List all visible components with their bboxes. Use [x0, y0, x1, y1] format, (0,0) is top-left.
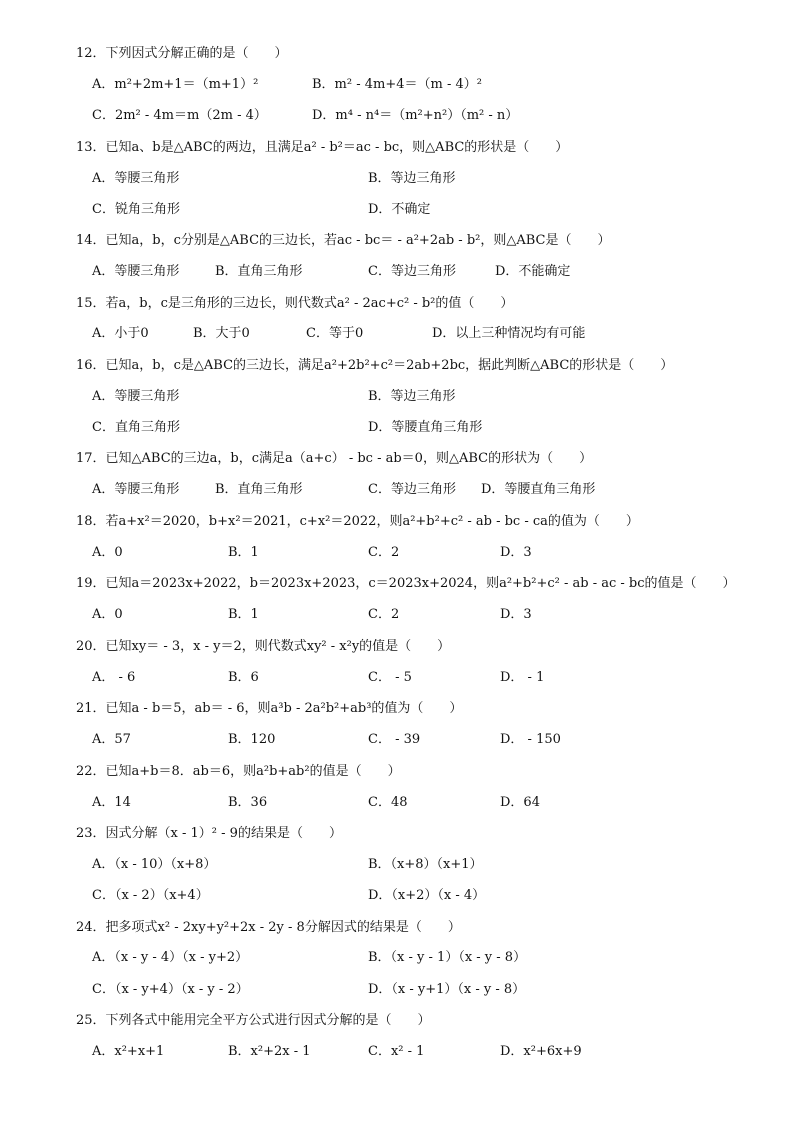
- question-19-stem: 19．已知a＝2023x+2022，b＝2023x+2023，c＝2023x+2024，则a²+b²+c² - ab - ac - bc的值是（ ）: [76, 576, 736, 591]
- question-22-option-b[interactable]: B．36: [228, 795, 268, 810]
- question-23-option-c[interactable]: C．（x - 2）（x+4）: [92, 888, 209, 903]
- question-14-option-c[interactable]: C．等边三角形: [368, 264, 456, 279]
- question-18-option-c[interactable]: C．2: [368, 545, 400, 560]
- question-18-option-d[interactable]: D．3: [500, 545, 532, 560]
- question-16-option-b[interactable]: B．等边三角形: [368, 389, 456, 404]
- question-19-option-d[interactable]: D．3: [500, 607, 532, 622]
- question-23-option-a[interactable]: A．（x - 10）（x+8）: [92, 857, 217, 872]
- question-19-option-a[interactable]: A．0: [92, 607, 123, 622]
- question-23-option-d[interactable]: D．（x+2）（x - 4）: [368, 888, 486, 903]
- question-13-option-b[interactable]: B．等边三角形: [368, 171, 456, 186]
- question-16-option-a[interactable]: A．等腰三角形: [92, 389, 180, 404]
- question-20-option-a[interactable]: A． - 6: [92, 670, 136, 685]
- question-13-stem: 13．已知a、b是△ABC的两边，且满足a² - b²＝ac - bc，则△ABC的形状是（ ）: [76, 140, 569, 155]
- question-15-option-a[interactable]: A．小于0: [92, 326, 149, 341]
- question-25-option-b[interactable]: B．x²+2x - 1: [228, 1044, 311, 1059]
- question-21-stem: 21．已知a - b＝5，ab＝ - 6，则a³b - 2a²b²+ab³的值为（ ）: [76, 701, 463, 716]
- question-23-option-b[interactable]: B．（x+8）（x+1）: [368, 857, 483, 872]
- question-24-option-a[interactable]: A．（x - y - 4）（x - y+2）: [92, 950, 249, 965]
- question-20-stem: 20．已知xy＝ - 3，x - y＝2，则代数式xy² - x²y的值是（ ）: [76, 639, 451, 654]
- question-16-option-d[interactable]: D．等腰直角三角形: [368, 420, 483, 435]
- question-17-option-d[interactable]: D．等腰直角三角形: [481, 482, 596, 497]
- question-12-option-c[interactable]: C．2m² - 4m＝m（2m - 4）: [92, 108, 267, 123]
- question-21-option-a[interactable]: A．57: [92, 732, 131, 747]
- question-21-option-c[interactable]: C． - 39: [368, 732, 421, 747]
- question-18-option-a[interactable]: A．0: [92, 545, 123, 560]
- question-23-stem: 23．因式分解（x - 1）² - 9的结果是（ ）: [76, 826, 342, 841]
- question-15-option-c[interactable]: C．等于0: [306, 326, 364, 341]
- question-15-stem: 15．若a，b，c是三角形的三边长，则代数式a² - 2ac+c² - b²的值（ ）: [76, 296, 514, 311]
- question-12-stem: 12．下列因式分解正确的是（ ）: [76, 46, 288, 61]
- question-20-option-c[interactable]: C． - 5: [368, 670, 412, 685]
- question-14-option-b[interactable]: B．直角三角形: [215, 264, 303, 279]
- question-22-option-a[interactable]: A．14: [92, 795, 131, 810]
- question-24-stem: 24．把多项式x² - 2xy+y²+2x - 2y - 8分解因式的结果是（ ）: [76, 920, 461, 935]
- question-13-option-d[interactable]: D．不确定: [368, 202, 431, 217]
- question-25-option-a[interactable]: A．x²+x+1: [92, 1044, 165, 1059]
- question-22-stem: 22．已知a+b＝8．ab＝6，则a²b+ab²的值是（ ）: [76, 764, 401, 779]
- question-17-option-b[interactable]: B．直角三角形: [215, 482, 303, 497]
- question-16-stem: 16．已知a，b，c是△ABC的三边长，满足a²+2b²+c²＝2ab+2bc，据此判断△ABC的形状是（ ）: [76, 358, 674, 373]
- question-17-option-a[interactable]: A．等腰三角形: [92, 482, 180, 497]
- question-13-option-c[interactable]: C．锐角三角形: [92, 202, 180, 217]
- question-25-option-d[interactable]: D．x²+6x+9: [500, 1044, 582, 1059]
- question-24-option-b[interactable]: B．（x - y - 1）（x - y - 8）: [368, 950, 527, 965]
- question-20-option-d[interactable]: D． - 1: [500, 670, 545, 685]
- question-13-option-a[interactable]: A．等腰三角形: [92, 171, 180, 186]
- question-25-option-c[interactable]: C．x² - 1: [368, 1044, 425, 1059]
- question-18-stem: 18．若a+x²＝2020，b+x²＝2021，c+x²＝2022，则a²+b²+c² - ab - bc - ca的值为（ ）: [76, 514, 639, 529]
- question-19-option-c[interactable]: C．2: [368, 607, 400, 622]
- question-12-option-b[interactable]: B．m² - 4m+4＝（m - 4）²: [312, 77, 482, 92]
- question-24-option-d[interactable]: D．（x - y+1）（x - y - 8）: [368, 982, 526, 997]
- question-25-stem: 25．下列各式中能用完全平方公式进行因式分解的是（ ）: [76, 1013, 431, 1028]
- question-24-option-c[interactable]: C．（x - y+4）（x - y - 2）: [92, 982, 249, 997]
- question-17-option-c[interactable]: C．等边三角形: [368, 482, 456, 497]
- question-22-option-c[interactable]: C．48: [368, 795, 408, 810]
- question-22-option-d[interactable]: D．64: [500, 795, 540, 810]
- question-14-stem: 14．已知a，b，c分别是△ABC的三边长，若ac - bc＝ - a²+2ab - b²，则△ABC是（ ）: [76, 233, 611, 248]
- question-14-option-d[interactable]: D．不能确定: [495, 264, 571, 279]
- question-12-option-a[interactable]: A．m²+2m+1＝（m+1）²: [92, 77, 259, 92]
- question-20-option-b[interactable]: B．6: [228, 670, 259, 685]
- question-15-option-b[interactable]: B．大于0: [193, 326, 250, 341]
- question-14-option-a[interactable]: A．等腰三角形: [92, 264, 180, 279]
- question-12-option-d[interactable]: D．m⁴ - n⁴＝（m²+n²）（m² - n）: [312, 108, 519, 123]
- question-17-stem: 17．已知△ABC的三边a，b，c满足a（a+c） - bc - ab＝0，则△ABC的形状为（ ）: [76, 451, 593, 466]
- question-15-option-d[interactable]: D．以上三种情况均有可能: [432, 326, 586, 341]
- question-21-option-d[interactable]: D． - 150: [500, 732, 561, 747]
- question-18-option-b[interactable]: B．1: [228, 545, 259, 560]
- question-16-option-c[interactable]: C．直角三角形: [92, 420, 180, 435]
- question-19-option-b[interactable]: B．1: [228, 607, 259, 622]
- question-21-option-b[interactable]: B．120: [228, 732, 276, 747]
